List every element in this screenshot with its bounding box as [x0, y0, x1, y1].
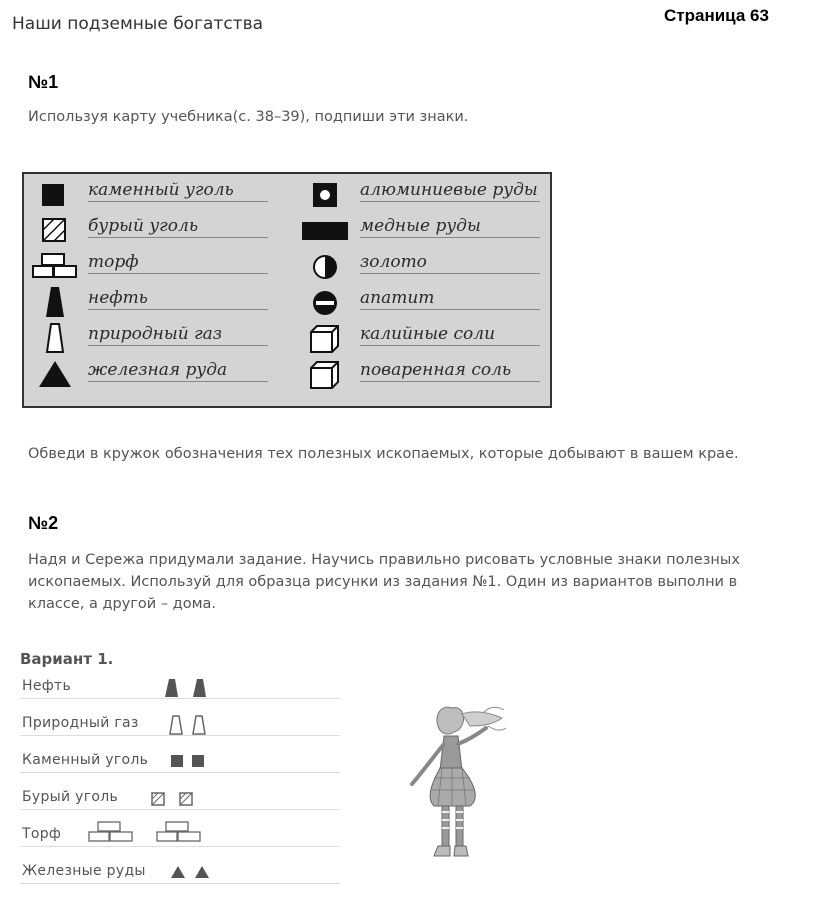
variant-title: Вариант 1.	[20, 650, 114, 668]
legend-row-gas	[24, 322, 289, 356]
task-2-instruction: Надя и Сережа придумали задание. Научись правильно рисовать условные знаки полезных ископаемых. Используй для образца рисунки из задания №1. Один из вариантов выполни в классе, а другой – дома.	[28, 552, 740, 612]
legend-label: калийные соли	[360, 324, 540, 346]
black-square-icon	[42, 184, 64, 206]
oil-sample-icon	[164, 678, 212, 698]
circle-with-bar-icon	[312, 290, 338, 316]
legend-label: каменный уголь	[88, 180, 268, 202]
peat-sample-icon	[88, 820, 212, 844]
legend-row-oil	[24, 286, 289, 320]
legend-row-coal	[24, 178, 289, 212]
row-divider	[20, 809, 340, 810]
cube-icon	[310, 324, 340, 354]
legend-label: апатит	[360, 288, 540, 310]
variant-row-label: Торф	[22, 826, 62, 842]
legend-label: поваренная соль	[360, 360, 540, 382]
girl-illustration-icon	[404, 700, 510, 872]
task-1-followup: Обведи в кружок обозначения тех полезных ископаемых, которые добывают в вашем крае.	[28, 446, 739, 462]
hatched-square-icon	[42, 218, 66, 242]
gas-sample-icon	[168, 714, 212, 736]
row-divider	[20, 772, 340, 773]
coal-sample-icon	[170, 753, 210, 769]
black-rectangle-icon	[302, 222, 348, 240]
black-trapezoid-icon	[44, 286, 66, 318]
legend-row-peat	[24, 250, 289, 284]
page-number: Страница 63	[664, 6, 769, 25]
square-with-dot-icon	[312, 182, 338, 208]
variant-row-label: Нефть	[22, 678, 72, 694]
legend-label: алюминиевые руды	[360, 180, 540, 202]
legend-label: железная руда	[88, 360, 268, 382]
legend-row-salt	[294, 358, 550, 392]
legend-row-apatite	[294, 286, 550, 320]
legend-label: золото	[360, 252, 540, 274]
brown-coal-sample-icon	[150, 791, 200, 807]
legend-label: природный газ	[88, 324, 268, 346]
variant-row-label: Бурый уголь	[22, 789, 119, 805]
legend-row-potash	[294, 322, 550, 356]
legend-label: торф	[88, 252, 268, 274]
variant-row-label: Природный газ	[22, 715, 139, 731]
outline-trapezoid-icon	[44, 322, 66, 354]
legend-row-gold	[294, 250, 550, 284]
variant-row-label: Каменный уголь	[22, 752, 149, 768]
peat-bricks-icon	[32, 252, 78, 280]
legend-row-copper	[294, 214, 550, 248]
row-divider	[20, 698, 340, 699]
legend-label: бурый уголь	[88, 216, 268, 238]
legend-row-iron	[24, 358, 289, 392]
legend-label: нефть	[88, 288, 268, 310]
legend-row-brown-coal	[24, 214, 289, 248]
task-2-number: №2	[28, 513, 59, 533]
variant-row-label: Железные руды	[22, 863, 146, 879]
half-circle-icon	[312, 254, 338, 280]
black-triangle-icon	[38, 360, 72, 388]
legend-panel	[22, 172, 552, 408]
task-1-instruction: Используя карту учебника(с. 38–39), подпиши эти знаки.	[28, 109, 469, 125]
row-divider	[20, 846, 340, 847]
topic-title: Наши подземные богатства	[12, 14, 264, 34]
task-1-number: №1	[28, 72, 59, 92]
row-divider	[20, 883, 340, 884]
legend-label: медные руды	[360, 216, 540, 238]
legend-row-aluminium	[294, 178, 550, 212]
cube-outline-icon	[310, 360, 340, 390]
iron-ore-sample-icon	[170, 864, 214, 880]
